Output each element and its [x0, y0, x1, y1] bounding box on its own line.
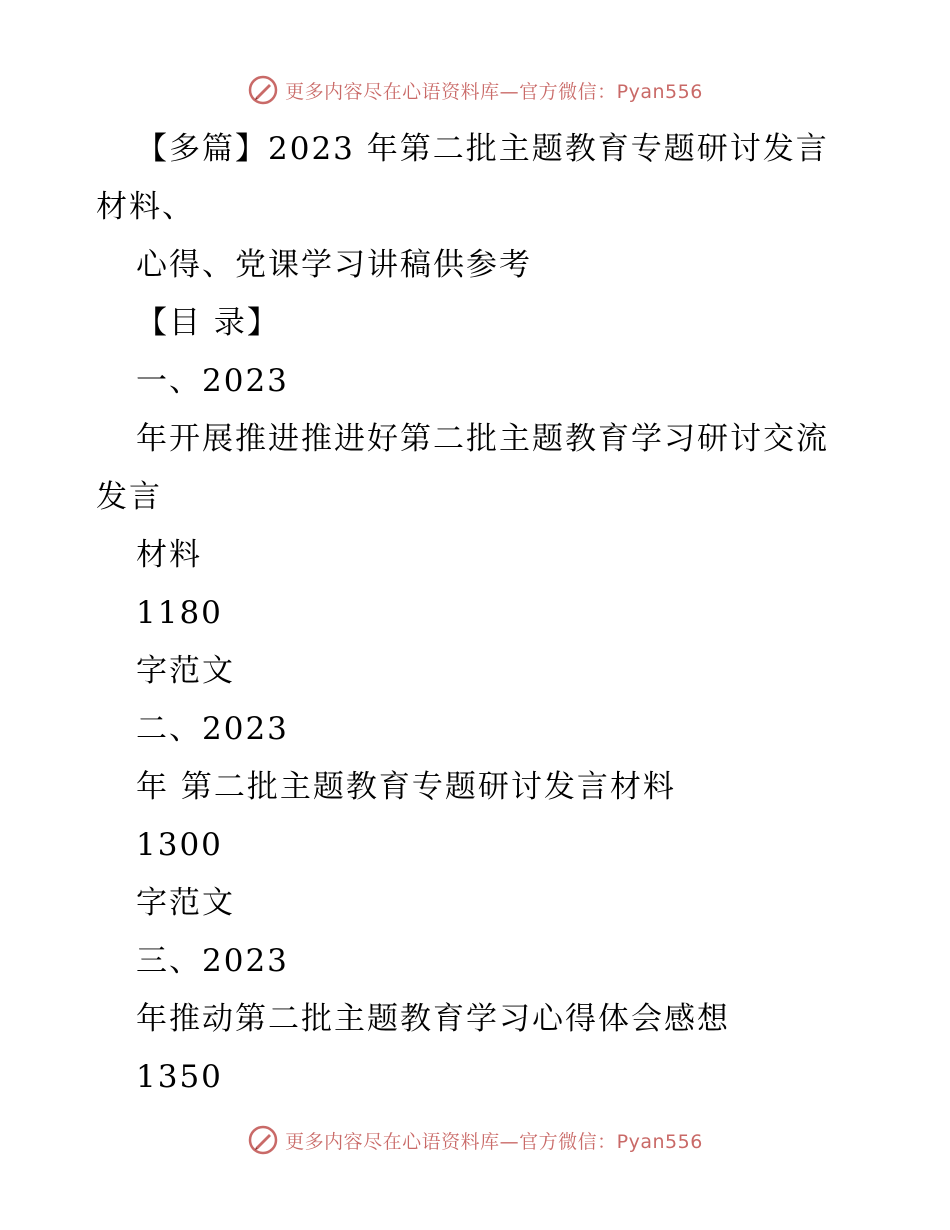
toc-entry: 1180 [136, 595, 223, 631]
toc-entry: 材料 [136, 537, 202, 573]
pen-logo-icon [247, 1124, 279, 1156]
footer-watermark [0, 1120, 950, 1160]
toc-entry: 年推动第二批主题教育学习心得体会感想 [136, 1001, 730, 1037]
watermark-text: 更多内容尽在心语资料库—官方微信：Pyan556 [285, 1130, 703, 1153]
document-body [96, 120, 856, 1106]
toc-entry: 字范文 [136, 885, 235, 921]
document-title-line-2: 材料、 [96, 189, 195, 225]
toc-entry: 三、2023 [136, 943, 289, 979]
toc-heading: 【目 录】 [136, 305, 280, 341]
toc-entry: 1350 [136, 1059, 223, 1095]
toc-entry: 一、2023 [136, 363, 289, 399]
document-title-line-3: 心得、党课学习讲稿供参考 [136, 247, 532, 283]
toc-entry: 字范文 [136, 653, 235, 689]
toc-entry: 发言 [96, 479, 162, 515]
watermark-text: 更多内容尽在心语资料库—官方微信：Pyan556 [285, 80, 703, 103]
toc-entry: 年开展推进推进好第二批主题教育学习研讨交流 [136, 421, 829, 457]
toc-entry: 年 第二批主题教育专题研讨发言材料 [136, 769, 676, 805]
toc-entry: 1300 [136, 827, 223, 863]
document-title-line-1: 【多篇】2023 年第二批主题教育专题研讨发言 [136, 131, 829, 167]
header-watermark [0, 70, 950, 110]
pen-logo-icon [247, 74, 279, 106]
toc-entry: 二、2023 [136, 711, 289, 747]
